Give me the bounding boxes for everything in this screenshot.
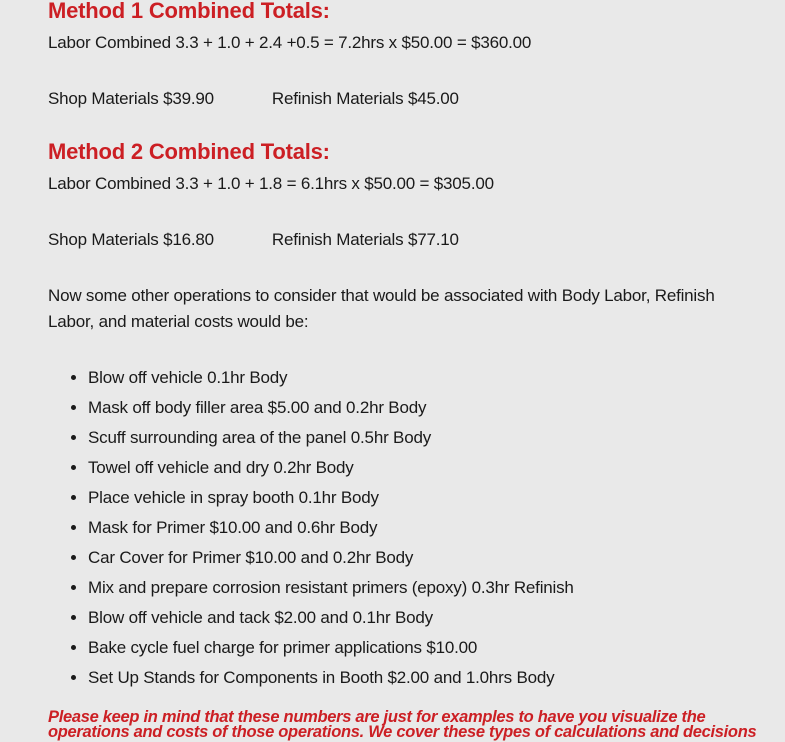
list-item: • Blow off vehicle 0.1hr Body <box>88 364 574 394</box>
list-item: • Mask off body filler area $5.00 and 0.2hr Body <box>88 394 574 424</box>
method2-labor: Labor Combined 3.3 + 1.0 + 1.8 = 6.1hrs x $50.00 = $305.00 <box>48 174 494 193</box>
list-item: • Car Cover for Primer $10.00 and 0.2hr Body <box>88 544 574 574</box>
list-item: • Bake cycle fuel charge for primer applications $10.00 <box>88 634 574 664</box>
method2-materials <box>48 230 459 250</box>
disclaimer-note <box>48 710 756 740</box>
list-item: • Blow off vehicle and tack $2.00 and 0.1hr Body <box>88 604 574 634</box>
method1-refinish-materials: Refinish Materials $45.00 <box>271 89 459 108</box>
list-item: • Place vehicle in spray booth 0.1hr Body <box>88 484 574 514</box>
method2-heading: Method 2 Combined Totals: <box>48 139 330 164</box>
note-line-1: Please keep in mind that these numbers are just for examples to have you visualize the <box>48 708 706 726</box>
list-item: • Towel off vehicle and dry 0.2hr Body <box>88 454 574 484</box>
method1-labor: Labor Combined 3.3 + 1.0 + 2.4 +0.5 = 7.2hrs x $50.00 = $360.00 <box>48 33 532 52</box>
intro-line-2: Labor, and material costs would be: <box>48 312 309 331</box>
list-item: • Mask for Primer $10.00 and 0.6hr Body <box>88 514 574 544</box>
method1-shop-materials: Shop Materials $39.90 <box>48 89 214 108</box>
list-item: • Mix and prepare corrosion resistant primers (epoxy) 0.3hr Refinish <box>88 574 574 604</box>
intro-line-1: Now some other operations to consider that would be associated with Body Labor, Refinish <box>48 286 715 305</box>
method1-materials <box>48 89 459 109</box>
list-item: • Set Up Stands for Components in Booth $2.00 and 1.0hrs Body <box>88 664 574 694</box>
operations-list <box>48 364 574 694</box>
method2-shop-materials: Shop Materials $16.80 <box>48 230 214 249</box>
method1-heading: Method 1 Combined Totals: <box>48 0 330 23</box>
note-line-2: operations and costs of those operations. We cover these types of calculations and decisions <box>48 723 757 741</box>
method2-refinish-materials: Refinish Materials $77.10 <box>271 230 459 249</box>
list-item: • Scuff surrounding area of the panel 0.5hr Body <box>88 424 574 454</box>
